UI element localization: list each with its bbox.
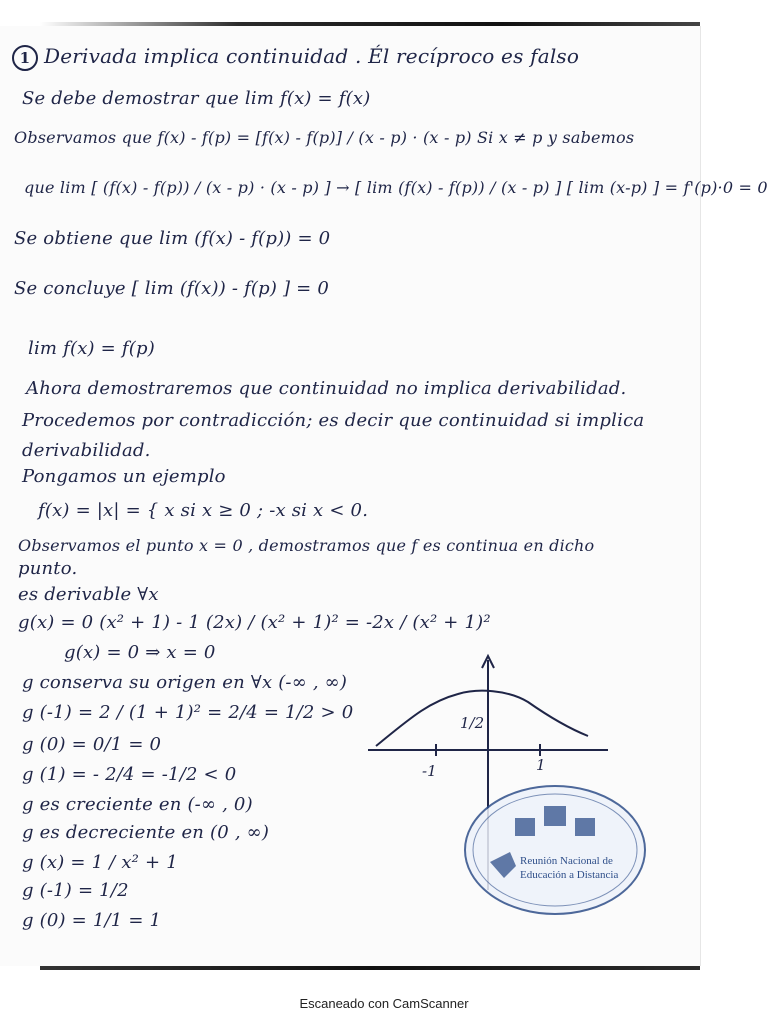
handwritten-line: g (1) = - 2/4 = -1/2 < 0 — [22, 764, 237, 785]
handwritten-line: f(x) = |x| = { x si x ≥ 0 ; -x si x < 0. — [38, 500, 369, 521]
handwritten-line: Observamos el punto x = 0 , demostramos que f es continua en dicho — [18, 536, 595, 555]
handwritten-line: lim f(x) = f(p) — [28, 338, 155, 359]
handwritten-line: derivabilidad. — [22, 440, 151, 461]
peak-label: 1/2 — [460, 714, 485, 732]
handwritten-line: que lim [ (f(x) - f(p)) / (x - p) · (x - p) ] → [ lim (f(x) - f(p)) / (x - p) ] [ lim (x-p) ] = f'(p)·0 = 0 — [24, 178, 768, 197]
handwritten-line: g conserva su origen en ∀x (-∞ , ∞) — [22, 672, 348, 693]
handwritten-line: g es creciente en (-∞ , 0) — [22, 794, 253, 815]
stamp-line-1: Reunión Nacional de — [520, 855, 613, 867]
handwritten-line: Se concluye [ lim (f(x)) - f(p) ] = 0 — [14, 278, 330, 299]
heading-number: 1 — [12, 45, 38, 71]
handwritten-line: Pongamos un ejemplo — [22, 466, 226, 487]
stamp-line-2: Educación a Distancia — [520, 869, 619, 881]
handwritten-line: g (-1) = 2 / (1 + 1)² = 2/4 = 1/2 > 0 — [22, 702, 354, 723]
handwritten-line: g(x) = 0 ⇒ x = 0 — [64, 642, 216, 663]
handwritten-line: Observamos que f(x) - f(p) = [f(x) - f(p)] / (x - p) · (x - p) Si x ≠ p y sabemos — [14, 128, 635, 147]
scanner-watermark: Escaneado con CamScanner — [299, 996, 469, 1011]
handwritten-line: Procedemos por contradicción; es decir que continuidad si implica — [22, 410, 645, 431]
handwritten-line: Se obtiene que lim (f(x) - f(p)) = 0 — [14, 228, 331, 249]
handwritten-line: Se debe demostrar que lim f(x) = f(x) — [22, 88, 371, 109]
handwritten-line: g (x) = 1 / x² + 1 — [22, 852, 178, 873]
scan-edge-bottom — [40, 966, 700, 970]
heading-line — [12, 44, 579, 71]
tick-right-label: 1 — [536, 756, 546, 774]
handwritten-line: es derivable ∀x — [18, 584, 159, 605]
handwritten-line: g (-1) = 1/2 — [22, 880, 129, 901]
institution-stamp — [460, 782, 650, 918]
tick-left-label: -1 — [422, 762, 437, 780]
handwritten-line: g(x) = 0 (x² + 1) - 1 (2x) / (x² + 1)² = -2x / (x² + 1)² — [18, 612, 491, 633]
handwritten-line: g (0) = 0/1 = 0 — [22, 734, 162, 755]
stamp-svg — [460, 782, 650, 918]
handwritten-line: Ahora demostraremos que continuidad no implica derivabilidad. — [26, 378, 627, 399]
handwritten-line: g (0) = 1/1 = 1 — [22, 910, 162, 931]
handwritten-line: punto. — [18, 558, 78, 579]
handwritten-line: g es decreciente en (0 , ∞) — [22, 822, 270, 843]
handwritten-line: Derivada implica continuidad . Él recíproco es falso — [44, 44, 580, 68]
